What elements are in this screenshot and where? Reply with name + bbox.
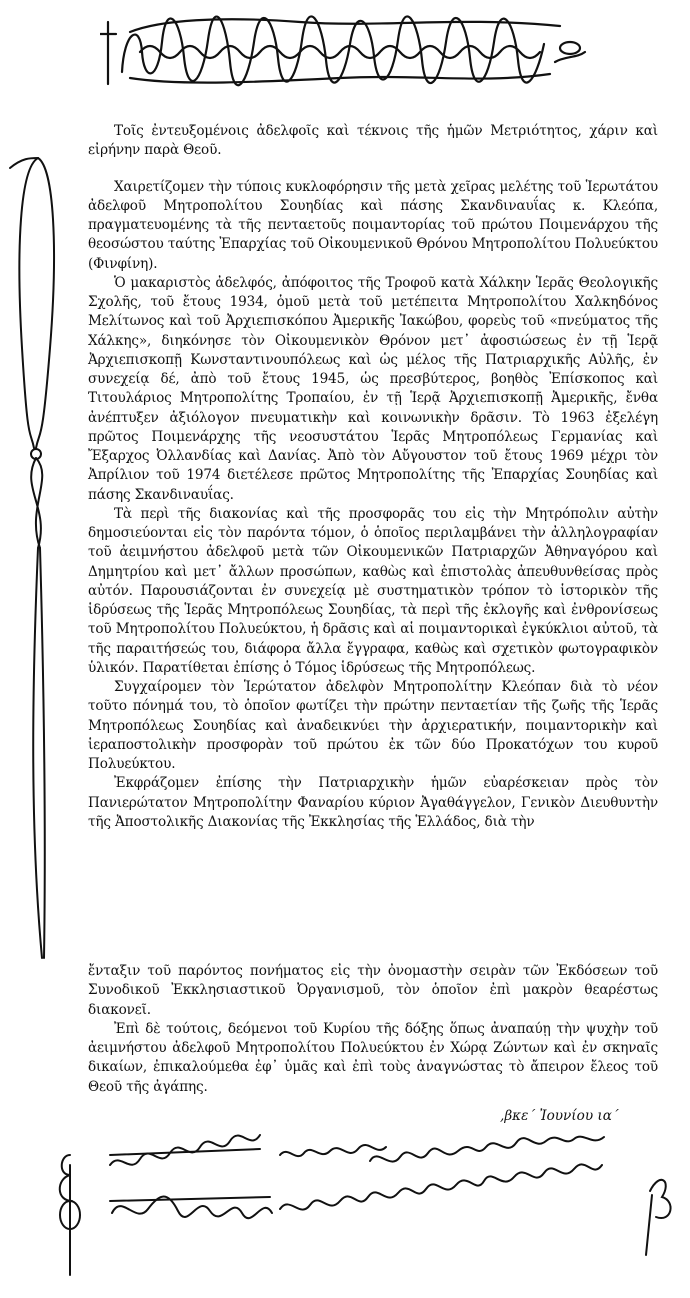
letter-body: [88, 122, 658, 832]
letter-date: ,βκε´ Ἰουνίου ια´: [500, 1108, 619, 1124]
letter-paragraph: Ἐπὶ δὲ τούτοις, δεόμενοι τοῦ Κυρίου τῆς δόξης ὅπως ἀναπαύῃ τὴν ψυχὴν τοῦ ἀειμνήστου ἀδελφοῦ Μητροπολίτου Πολυεύκτου ἐν Χώρᾳ Ζώντων καὶ ἐν σκηναῖς δικαίων, ἐπικαλούμεθα ἐφ᾽ ὑμᾶς καὶ ἐπὶ τοὺς ἀναγνώστας τὸ ἄπειρον ἔλεος τοῦ Θεοῦ τῆς ἀγάπης.: [88, 1020, 658, 1095]
letter-paragraph: Ὁ μακαριστὸς ἀδελφός, ἀπόφοιτος τῆς Τροφοῦ κατὰ Χάλκην Ἱερᾶς Θεολογικῆς Σχολῆς, τοῦ ἔτους 1934, ὁμοῦ μετὰ τοῦ μετέπειτα Μητροπολίτου Χαλκηδόνος Μελίτωνος καὶ τοῦ Ἀρχιεπισκόπου Ἀμερικῆς Ἰακώβου, φορεὺς τοῦ «πνεύματος τῆς Χάλκης», διηκόνησε τὸν Οἰκουμενικὸν Θρόνον μετ᾽ ἀφοσιώσεως ἐν τῇ Ἱερᾷ Ἀρχιεπισκοπῇ Κωνσταντινουπόλεως καὶ ὡς μέλος τῆς Πατριαρχικῆς Αὐλῆς, ἐν συνεχείᾳ δέ, ἀπὸ τοῦ ἔτους 1945, ὡς πρεσβύτερος, βοηθὸς Ἐπίσκοπος καὶ Τιτουλάριος Μητροπολίτης Τροπαίου, ἐν τῇ Ἱερᾷ Ἀρχιεπισκοπῇ Ἀμερικῆς, ἔνθα ἀνέπτυξεν ἀξιόλογον πνευματικὴν καὶ κοινωνικὴν δρᾶσιν. Τὸ 1963 ἐξελέγη πρῶτος Ποιμενάρχης τῆς νεοσυστάτου Ἱερᾶς Μητροπόλεως Γερμανίας καὶ Ἔξαρχος Ὀλλανδίας καὶ Δανίας. Ἀπὸ τὸν Αὔγουστον τοῦ ἔτους 1969 μέχρι τὸν Ἀπρίλιον τοῦ 1974 διετέλεσε πρῶτος Μητροπολίτης τῆς Ἐπαρχίας Σουηδίας καὶ πάσης Σκανδιναυΐας.: [88, 274, 658, 503]
patriarchal-calligraphic-signature: [100, 12, 590, 92]
cord-binding-ornament: [0, 128, 80, 968]
letter-continuation: [88, 962, 658, 1097]
handwritten-signature: [40, 1125, 680, 1285]
letter-paragraph: Χαιρετίζομεν τὴν τύποις κυκλοφόρησιν τῆς μετὰ χεῖρας μελέτης τοῦ Ἱερωτάτου ἀδελφοῦ Μητροπολίτου Σουηδίας καὶ πάσης Σκανδιναυΐας κ. Κλεόπα, πραγματευομένης τὰ τῆς πενταετοῦς ποιμαντορίας τοῦ πρώτου Ποιμενάρχου τῆς θεοσώστου ταύτης Ἐπαρχίας τοῦ Οἰκουμενικοῦ Θρόνου Μητροπολίτου Πολυεύκτου (Φινφίνη).: [88, 178, 658, 272]
greeting-paragraph: Τοῖς ἐντευξομένοις ἀδελφοῖς καὶ τέκνοις τῆς ἡμῶν Μετριότητος, χάριν καὶ εἰρήνην παρὰ Θεοῦ.: [88, 123, 658, 159]
letter-paragraph: Συγχαίρομεν τὸν Ἱερώτατον ἀδελφὸν Μητροπολίτην Κλεόπαν διὰ τὸ νέον τοῦτο πόνημά του, τὸ ὁποῖον φωτίζει τὴν πρώτην πενταετίαν τῆς ζωῆς τῆς Ἱερᾶς Μητροπόλεως Σουηδίας καὶ ἀναδεικνύει τὴν ἀρχιερατικήν, ποιμαντορικὴν καὶ ἱεραποστολικὴν προσφορὰν τοῦ πρώτου ἐκ τῶν δύο Προκατόχων του κυροῦ Πολυεύκτου.: [88, 679, 658, 772]
letter-paragraph: Ἐκφράζομεν ἐπίσης τὴν Πατριαρχικὴν ἡμῶν εὐαρέσκειαν πρὸς τὸν Πανιερώτατον Μητροπολίτην Φαναρίου κύριον Ἀγαθάγγελον, Γενικὸν Διευθυντὴν τῆς Ἀποστολικῆς Διακονίας τῆς Ἐκκλησίας τῆς Ἑλλάδος, διὰ τὴν: [88, 775, 658, 830]
letter-paragraph: Τὰ περὶ τῆς διακονίας καὶ τῆς προσφορᾶς του εἰς τὴν Μητρόπολιν αὐτὴν δημοσιεύονται εἰς τὸν παρόντα τόμον, ὁ ὁποῖος περιλαμβάνει τὴν ἀλληλογραφίαν τοῦ ἀειμνήστου ἀδελφοῦ μετὰ τῶν Οἰκουμενικῶν Πατριαρχῶν Ἀθηναγόρου καὶ Δημητρίου καὶ μετ᾽ ἄλλων προσώπων, καθὼς καὶ ἐπιστολὰς ἀπευθυνθείσας πρὸς αὐτόν. Παρουσιάζονται ἐν συνεχείᾳ μὲ συστηματικὸν τρόπον τὸ ἱστορικὸν τῆς ἱδρύσεως τῆς Ἱερᾶς Μητροπόλεως Σουηδίας, τὰ περὶ τῆς ἐκλογῆς καὶ ἐνθρονίσεως τοῦ Μητροπολίτου Πολυεύκτου, ἡ δρᾶσις καὶ αἱ ποιμαντορικαὶ ἐγκύκλιοι αὐτοῦ, τὰ τῆς παραιτήσεώς του, διάφορα ἄλλα ἔγγραφα, καθὼς καὶ σχετικὸν φωτογραφικὸν ὑλικόν. Παρατίθεται ἐπίσης ὁ Τόμος ἱδρύσεως τῆς Μητροπόλεως.: [88, 505, 658, 676]
letter-paragraph: ἔνταξιν τοῦ παρόντος πονήματος εἰς τὴν ὀνομαστὴν σειρὰν τῶν Ἐκδόσεων τοῦ Συνοδικοῦ Ἐκκλησιαστικοῦ Ὀργανισμοῦ, τὸν ὁποῖον ἐπὶ μακρὸν θεαρέστως διακονεῖ.: [88, 963, 658, 1018]
